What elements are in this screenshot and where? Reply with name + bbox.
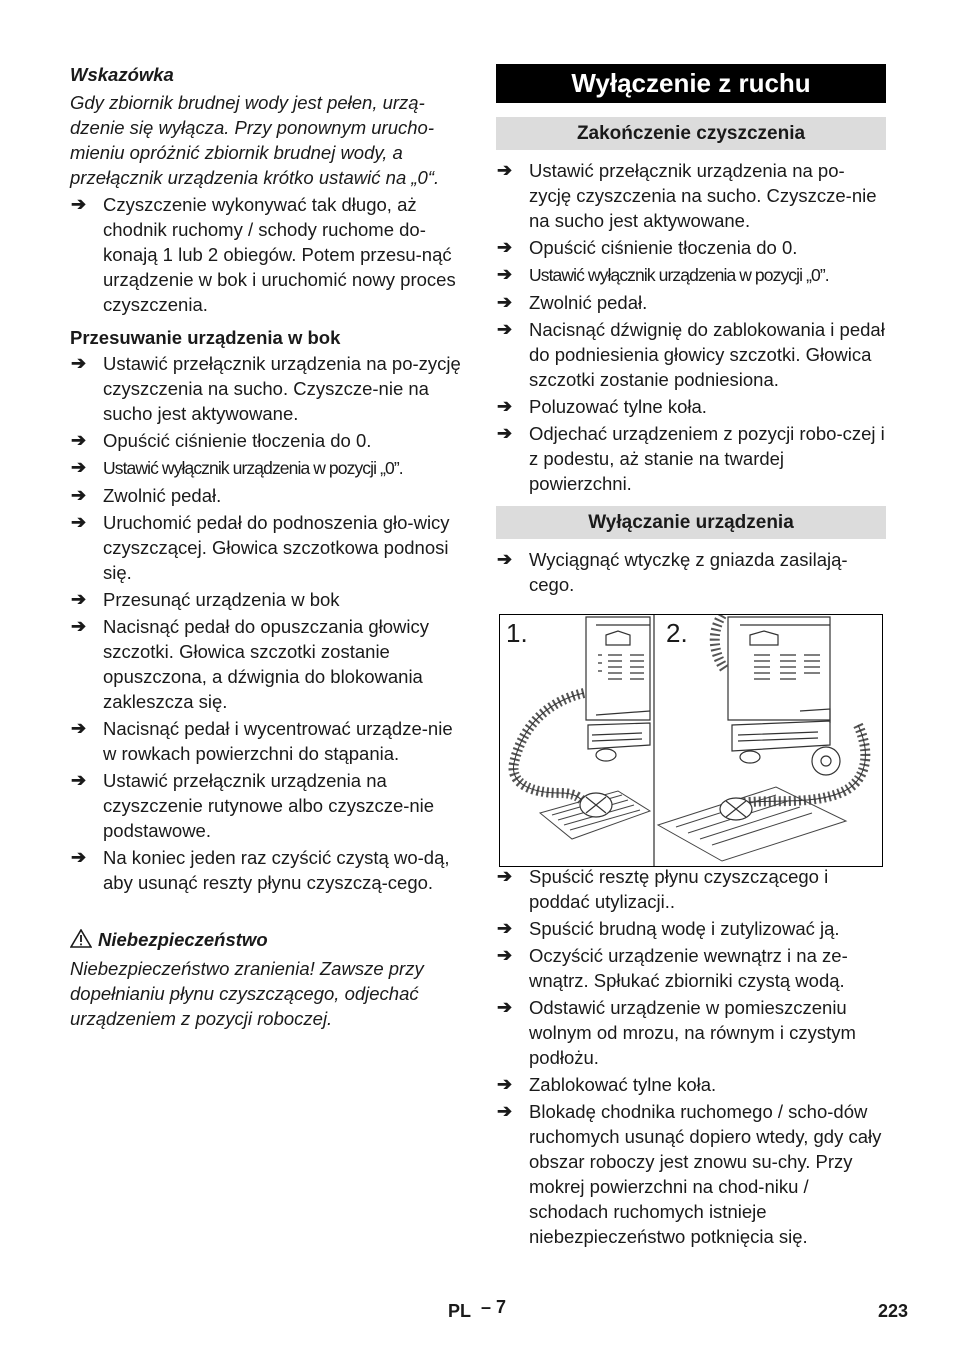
section-heading-shutdown: Wyłączanie urządzenia [496, 506, 886, 539]
list-item [496, 317, 886, 392]
arrow-right-icon: ➔ [71, 194, 87, 214]
list-item-text: Nacisnąć dźwignię do zablokowania i pedał do podniesienia głowicy szczotki. Głowica szczotki zostanie podniesiona. [529, 319, 885, 390]
list-item [496, 1072, 886, 1097]
list-item-text: Poluzować tylne koła. [529, 396, 707, 417]
list-item-text: Zablokować tylne koła. [529, 1074, 717, 1095]
danger-text: Niebezpieczeństwo zranienia! Zawsze przy dopełnianiu płynu czyszczącego, odjechać urządzeniem z pozycji roboczej. [70, 958, 424, 1029]
arrow-right-icon: ➔ [497, 1074, 513, 1094]
arrow-right-icon: ➔ [71, 485, 87, 505]
list-item-text: Ustawić wyłącznik urządzenia w pozycji „0”. [529, 265, 829, 285]
machine-drawing-2 [728, 617, 840, 775]
arrow-right-icon: ➔ [497, 945, 513, 965]
footer-local-page: – 7 [481, 1297, 507, 1317]
list-item-text: Nacisnąć pedał do opuszczania głowicy szczotki. Głowica szczotki zostanie opuszczona, a dźwignia do blokowania zakleszcza się. [103, 616, 429, 712]
arrow-right-icon: ➔ [497, 1101, 513, 1121]
list-item [496, 158, 886, 233]
list-item-text: Ustawić wyłącznik urządzenia w pozycji „0”. [103, 458, 403, 478]
hose-1 [513, 693, 584, 803]
section-heading-ending: Zakończenie czyszczenia [496, 117, 886, 150]
arrow-right-icon: ➔ [497, 549, 513, 569]
section-subheading: Przesuwanie urządzenia w bok [70, 327, 341, 348]
list-item-text: Ustawić przełącznik urządzenia na czyszczenie rutynowe albo czyszcze-nie podstawowe. [103, 770, 435, 841]
list-item-text: Uruchomić pedał do podnoszenia gło-wicy czyszczącej. Głowica szczotkowa podnosi się. [103, 512, 450, 583]
arrow-right-icon: ➔ [71, 770, 87, 790]
list-item [496, 290, 886, 315]
list-item-text: Czyszczenie wykonywać tak długo, aż chodnik ruchomy / schody ruchome do-konają 1 lub 2 obiegów. Potem przesu-nąć urządzenie w bok i uruchomić nowy proces czyszczenia. [103, 194, 456, 315]
list-item-text: Odstawić urządzenie w pomieszczeniu wolnym od mrozu, na równym i czystym podłożu. [529, 997, 856, 1068]
list-item [70, 587, 462, 612]
note-text-body: Gdy zbiornik brudnej wody jest pełen, urzą-dzenie się wyłącza. Przy ponownym urucho-mieniu opróżnić zbiornik brudnej wody, a przełącznik urządzenia krótko ustawić na „0“. [70, 92, 440, 188]
list-item [496, 864, 886, 914]
list-item-text: Na koniec jeden raz czyścić czystą wo-dą, aby usunąć reszty płynu czyszczą-cego. [103, 847, 450, 893]
danger-heading [70, 927, 268, 952]
list-item-text: Opuścić ciśnienie tłoczenia do 0. [529, 237, 798, 258]
list-item [496, 262, 886, 288]
list-item [70, 351, 462, 426]
left-list-2 [70, 351, 462, 897]
figure-label-1: 1. [506, 618, 528, 648]
arrow-right-icon: ➔ [71, 718, 87, 738]
arrow-right-icon: ➔ [71, 353, 87, 373]
right-list-1 [496, 158, 886, 498]
right-list-2 [496, 547, 886, 599]
list-item [496, 547, 886, 597]
arrow-right-icon: ➔ [71, 512, 87, 532]
arrow-right-icon: ➔ [71, 847, 87, 867]
list-item [70, 716, 462, 766]
list-item [496, 235, 886, 260]
list-item-text: Oczyścić urządzenie wewnątrz i na ze-wnątrz. Spłukać zbiorniki czystą wodą. [529, 945, 848, 991]
list-item-text: Spuścić resztę płynu czyszczącego i poddać utylizacji.. [529, 866, 829, 912]
list-item [70, 455, 462, 481]
drain-illustration [500, 615, 882, 866]
arrow-right-icon: ➔ [497, 866, 513, 886]
list-item-text: Przesunąć urządzenia w bok [103, 589, 340, 610]
illustration-drain-hose [499, 614, 883, 867]
list-item-text: Ustawić przełącznik urządzenia na po-zycję czyszczenia na sucho. Czyszcze-nie na sucho jest aktywowane. [103, 353, 461, 424]
arrow-right-icon: ➔ [497, 292, 513, 312]
footer-language: PL [448, 1301, 472, 1321]
arrow-right-icon: ➔ [497, 997, 513, 1017]
floor-grate-2 [658, 787, 846, 861]
warning-triangle-icon [70, 929, 92, 948]
machine-drawing-1 [586, 617, 650, 761]
list-item [70, 483, 462, 508]
note-text [70, 90, 462, 190]
arrow-right-icon: ➔ [497, 264, 513, 284]
list-item-text: Opuścić ciśnienie tłoczenia do 0. [103, 430, 372, 451]
list-item [496, 995, 886, 1070]
list-item [496, 421, 886, 496]
danger-heading-text: Niebezpieczeństwo [98, 929, 268, 950]
list-item [70, 845, 462, 895]
list-item-text: Zwolnić pedał. [103, 485, 222, 506]
arrow-right-icon: ➔ [497, 319, 513, 339]
list-item-text: Zwolnić pedał. [529, 292, 648, 313]
list-item-text: Ustawić przełącznik urządzenia na po-zycję czyszczenia na sucho. Czyszcze-nie na sucho jest aktywowane. [529, 160, 877, 231]
arrow-right-icon: ➔ [497, 423, 513, 443]
list-item-text: Nacisnąć pedał i wycentrować urządze-nie w rowkach powierzchni do stąpania. [103, 718, 453, 764]
note-heading: Wskazówka [70, 64, 174, 85]
list-item [496, 916, 886, 941]
list-item-text: Odjechać urządzeniem z pozycji robo-czej i z podestu, aż stanie na twardej powierzchni. [529, 423, 885, 494]
list-item [70, 428, 462, 453]
list-item-text: Blokadę chodnika ruchomego / scho-dów ruchomych usunąć dopiero wtedy, gdy cały obszar roboczy jest znowu su-chy. Przy mokrej powierzchni na chod-niku / schodach ruchomych istnieje niebezpieczeństwo potknięcia się. [529, 1101, 882, 1247]
left-list-1 [70, 192, 462, 319]
list-item [70, 192, 462, 317]
footer-language-page [448, 1299, 506, 1324]
hose-2 [715, 615, 866, 803]
list-item [496, 394, 886, 419]
list-item [70, 768, 462, 843]
arrow-right-icon: ➔ [497, 237, 513, 257]
right-list-3 [496, 864, 886, 1251]
list-item [496, 1099, 886, 1249]
arrow-right-icon: ➔ [497, 160, 513, 180]
figure-label-2: 2. [666, 618, 688, 648]
valve-2 [720, 798, 752, 820]
list-item-text: Spuścić brudną wodę i zutylizować ją. [529, 918, 840, 939]
list-item [496, 943, 886, 993]
arrow-right-icon: ➔ [71, 589, 87, 609]
list-item-text: Wyciągnąć wtyczkę z gniazda zasilają-cego. [529, 549, 848, 595]
list-item [70, 614, 462, 714]
page-number: 223 [878, 1301, 909, 1321]
page-title: Wyłączenie z ruchu [496, 64, 886, 103]
list-item [70, 510, 462, 585]
arrow-right-icon: ➔ [71, 616, 87, 636]
arrow-right-icon: ➔ [497, 396, 513, 416]
arrow-right-icon: ➔ [71, 457, 87, 477]
valve-1 [580, 793, 612, 817]
arrow-right-icon: ➔ [497, 918, 513, 938]
arrow-right-icon: ➔ [71, 430, 87, 450]
